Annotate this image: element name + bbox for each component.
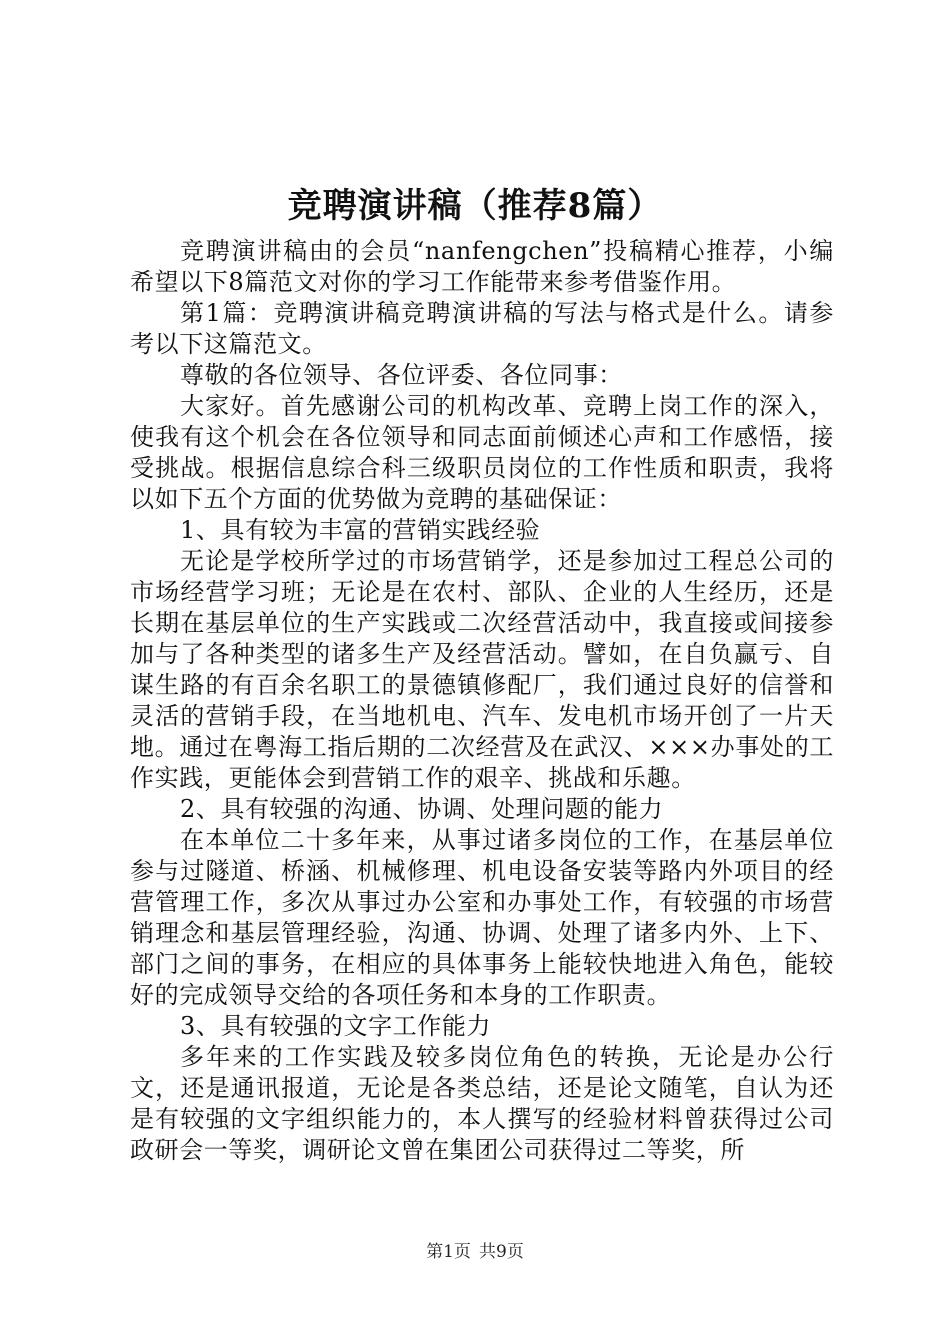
article-heading: 第1篇：竞聘演讲稿竞聘演讲稿的写法与格式是什么。请参考以下这篇范文。 [130,299,834,358]
page-number: 第1页 [426,1242,471,1262]
salutation: 尊敬的各位领导、各位评委、各位同事： [180,361,623,389]
section-heading-1: 1、具有较为丰富的营销实践经验 [180,516,541,544]
section-paragraph-3: 多年来的工作实践及较多岗位角色的转换，无论是办公行文，还是通讯报道，无论是各类总结，还是论文随笔，自认为还是有较强的文字组织能力的，本人撰写的经验材料曾获得过公司政研会一等奖，调研论文曾在集团公司获得过二等奖，所 [130,1043,834,1164]
page-total: 共9页 [479,1242,524,1262]
section-paragraph-1: 无论是学校所学过的市场营销学，还是参加过工程总公司的市场经营学习班；无论是在农村、部队、企业的人生经历，还是长期在基层单位的生产实践或二次经营活动中，我直接或间接参加与了各种类型的诸多生产及经营活动。譬如，在自负赢亏、自谋生路的有百余名职工的景德镇修配厂，我们通过良好的信誉和灵活的营销手段，在当地机电、汽车、发电机市场开创了一片天地。通过在粤海工指后期的二次经营及在武汉、×××办事处的工作实践，更能体会到营销工作的艰辛、挑战和乐趣。 [130,547,834,792]
intro-paragraph: 竞聘演讲稿由的会员“nanfengchen”投稿精心推荐，小编希望以下8篇范文对你的学习工作能带来参考借鉴作用。 [130,237,834,296]
opening-paragraph: 大家好。首先感谢公司的机构改革、竞聘上岗工作的深入，使我有这个机会在各位领导和同志面前倾述心声和工作感悟，接受挑战。根据信息综合科三级职员岗位的工作性质和职责，我将以如下五个方面的优势做为竞聘的基础保证： [130,392,834,513]
section-heading-2: 2、具有较强的沟通、协调、处理问题的能力 [180,795,664,823]
document-body [130,236,834,1166]
section-heading-3: 3、具有较强的文字工作能力 [180,1012,492,1040]
section-paragraph-2: 在本单位二十多年来，从事过诸多岗位的工作，在基层单位参与过隧道、桥涵、机械修理、机电设备安装等路内外项目的经营管理工作，多次从事过办公室和办事处工作，有较强的市场营销理念和基层管理经验，沟通、协调、处理了诸多内外、上下、部门之间的事务，在相应的具体事务上能较快地进入角色，能较好的完成领导交给的各项任务和本身的工作职责。 [130,826,834,1009]
document-title: 竞聘演讲稿（推荐8篇） [287,186,663,226]
page-footer [0,1240,950,1264]
